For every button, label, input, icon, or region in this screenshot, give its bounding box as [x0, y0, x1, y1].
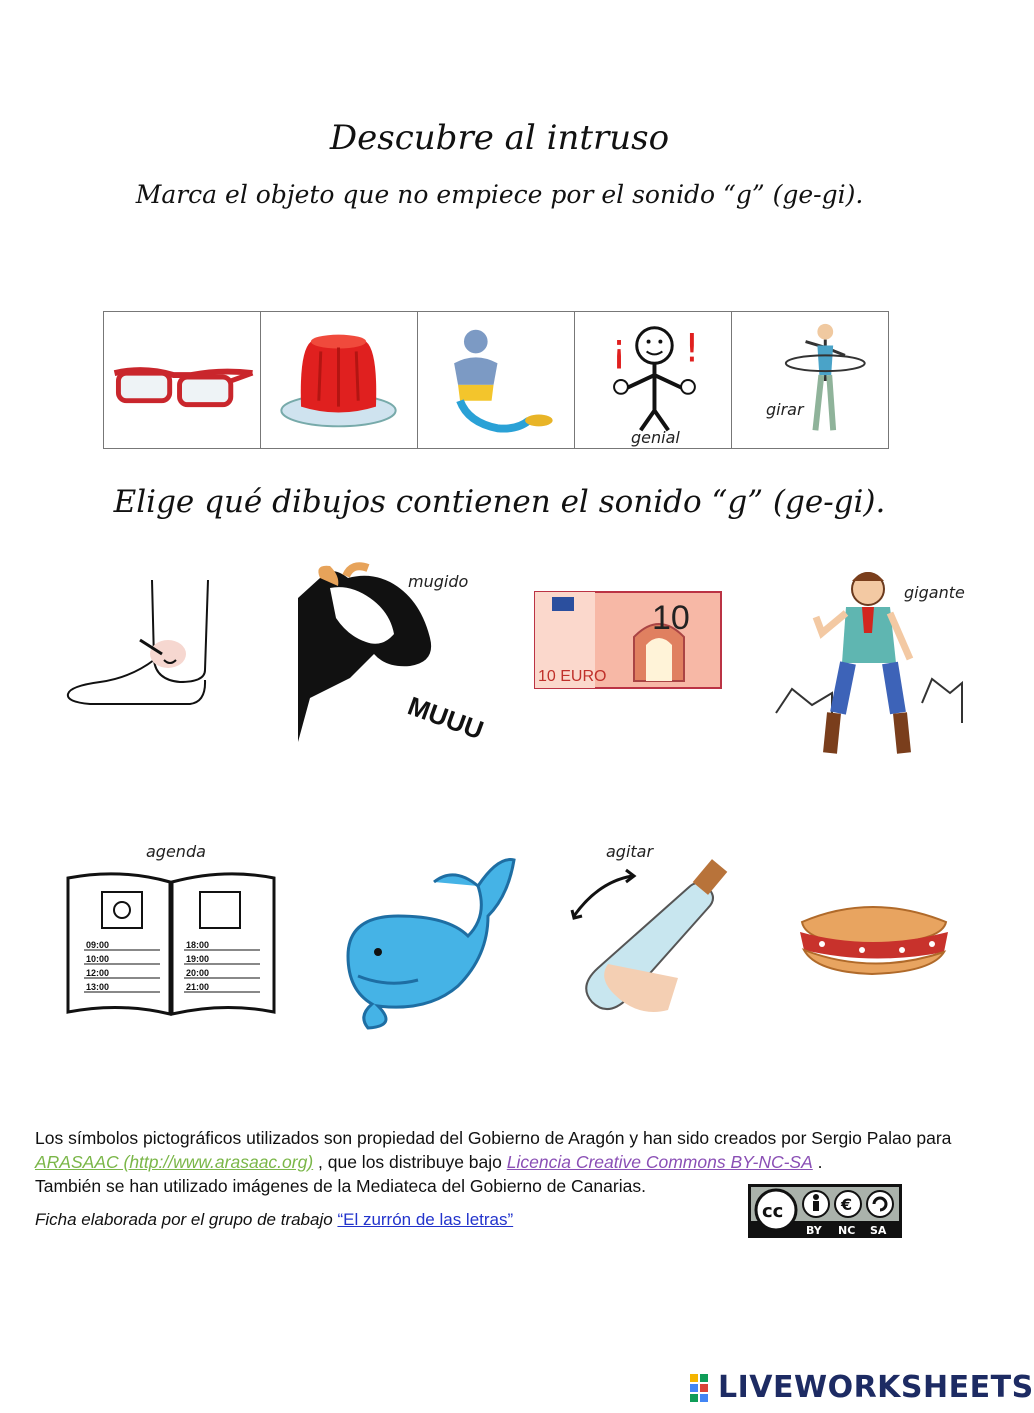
picture-foot[interactable]	[60, 570, 220, 720]
picture-sandwich[interactable]	[782, 852, 962, 1030]
note-value: 10	[652, 599, 690, 637]
jelly-icon	[261, 312, 417, 448]
whale-icon	[338, 856, 518, 1032]
cc-nc-label: NC	[838, 1224, 856, 1237]
picture-agenda[interactable]	[64, 842, 278, 1020]
strip-cell-girar[interactable]	[732, 312, 888, 448]
cc-by-nc-sa-icon	[748, 1184, 902, 1238]
instruction-choose: Elige qué dibujos contienen el sonido “g” (ge-gi).	[113, 484, 886, 520]
moo-sound-text: MUUU	[403, 690, 488, 746]
svg-text:€: €	[841, 1195, 853, 1214]
caption-agitar: agitar	[606, 842, 654, 861]
picture-whale[interactable]	[338, 856, 518, 1032]
time-left-2: 10:00	[86, 954, 110, 964]
instruction-intruder: Marca el objeto que no empiece por el sonido “g” (ge-gi).	[135, 180, 864, 209]
caption-mugido: mugido	[408, 572, 469, 591]
picture-euro-note[interactable]	[534, 591, 722, 689]
caption-girar: girar	[766, 400, 804, 419]
worksheet-title: Descubre al intruso	[329, 118, 670, 158]
strip-cell-glasses[interactable]	[104, 312, 261, 448]
caption-agenda: agenda	[146, 842, 206, 861]
time-left-1: 09:00	[86, 940, 110, 950]
cc-sa-label: SA	[870, 1224, 887, 1237]
svg-text:cc: cc	[762, 1201, 784, 1222]
time-right-2: 19:00	[186, 954, 210, 964]
ficha-pre: Ficha elaborada por el grupo de trabajo	[35, 1210, 338, 1229]
cc-by-label: BY	[806, 1224, 822, 1237]
picture-shaking-bottle[interactable]	[568, 842, 728, 1028]
license-link[interactable]: Licencia Creative Commons BY-NC-SA	[506, 1152, 813, 1172]
cow-mooing-icon	[290, 558, 500, 748]
foot-heel-icon	[60, 570, 220, 720]
strip-cell-jelly[interactable]	[261, 312, 418, 448]
hula-hoop-dancer-icon	[732, 312, 888, 448]
agenda-book-icon	[64, 868, 278, 1020]
cc-license-badge[interactable]	[748, 1184, 902, 1238]
intruder-picture-strip	[103, 311, 889, 449]
credits-end: .	[812, 1152, 823, 1172]
credits-mid: , que los distribuye bajo	[313, 1152, 507, 1172]
liveworksheets-logo-icon	[690, 1372, 718, 1402]
svg-text:!: !	[684, 325, 700, 372]
credits-mediateca: También se han utilizado imágenes de la Mediateca del Gobierno de Canarias.	[35, 1176, 646, 1196]
time-left-4: 13:00	[86, 982, 110, 992]
shaking-bottle-icon	[568, 858, 728, 1028]
svg-text:¡: ¡	[611, 325, 627, 372]
liveworksheets-brand[interactable]	[690, 1370, 1034, 1404]
ficha-credit	[35, 1210, 513, 1230]
zurron-link[interactable]: “El zurrón de las letras”	[337, 1210, 514, 1229]
strip-cell-genial[interactable]	[575, 312, 732, 448]
time-right-1: 18:00	[186, 940, 210, 950]
caption-gigante: gigante	[904, 583, 965, 602]
glasses-icon	[104, 312, 260, 448]
picture-cow[interactable]	[290, 558, 500, 748]
sandwich-icon	[782, 852, 962, 1030]
time-right-4: 21:00	[186, 982, 210, 992]
strip-cell-genie[interactable]	[418, 312, 575, 448]
time-right-3: 20:00	[186, 968, 210, 978]
ten-euro-note-icon	[534, 591, 722, 689]
arasaac-link[interactable]: ARASAAC (http://www.arasaac.org)	[35, 1152, 314, 1172]
caption-genial: genial	[631, 428, 680, 447]
brand-name: LIVEWORKSHEETS	[718, 1369, 1034, 1405]
credits-line-pre: Los símbolos pictográficos utilizados son propiedad del Gobierno de Aragón y han sido creados por Sergio Palao para	[35, 1128, 952, 1148]
time-left-3: 12:00	[86, 968, 110, 978]
note-label: 10 EURO	[538, 668, 607, 685]
picture-giant[interactable]	[772, 563, 968, 763]
genie-icon	[418, 312, 574, 448]
